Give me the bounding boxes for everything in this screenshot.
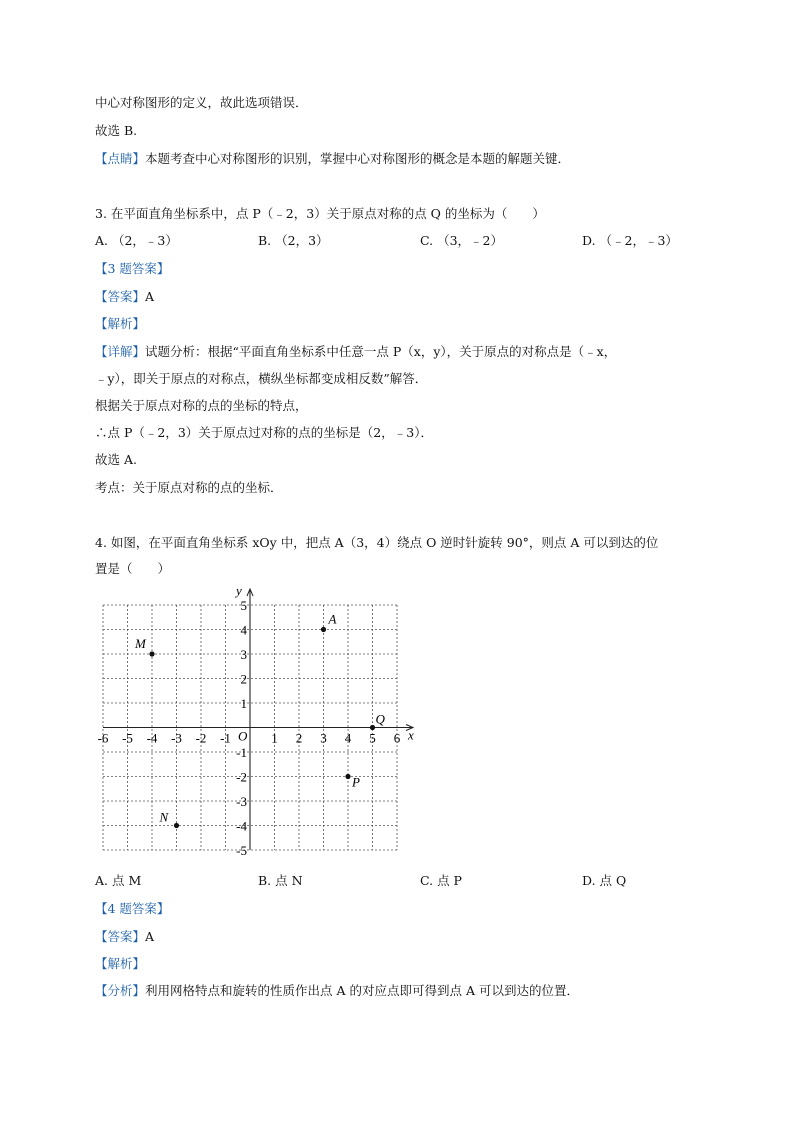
point-A [321, 627, 326, 632]
x-tick-label: -5 [122, 730, 133, 746]
x-tick-label: 5 [369, 730, 376, 746]
x-tick-label: 4 [344, 730, 352, 746]
q3-option-c: C. （3，﹣2） [420, 233, 503, 248]
x-tick-label: -3 [171, 730, 182, 746]
analysis-text: 利用网格特点和旋转的性质作出点 A 的对应点即可得到点 A 可以到达的位置． [145, 983, 579, 998]
point-M [149, 651, 154, 656]
q4-option-c: C. 点 P [420, 873, 462, 888]
q4-stem: 4. 如图，在平面直角坐标系 xOy 中，把点 A（3，4）绕点 O 逆时针旋转 90°，则点 A 可以到达的位 [95, 535, 659, 550]
q3-detail-line [95, 344, 616, 360]
q4-option-a: A. 点 M [95, 873, 142, 888]
q4-analysis-header: 【解析】 [95, 956, 146, 971]
x-tick-label: -2 [195, 730, 207, 746]
y-tick-label: -1 [236, 745, 247, 760]
q3-detail-line: ﹣y），即关于原点的对称点，横纵坐标都变成相反数”解答． [95, 371, 428, 386]
answer-tag: 【答案】 [95, 929, 146, 944]
answer-value: A [145, 929, 155, 944]
q3-detail-line: ∴点 P（﹣2，3）关于原点过对称的点的坐标是（2，﹣3）． [95, 425, 433, 440]
q3-answer [95, 289, 154, 305]
y-tick-label: 4 [240, 622, 247, 638]
x-axis-label: x [408, 727, 414, 743]
x-tick-label: 6 [393, 730, 401, 746]
point-Q [370, 725, 375, 730]
q3-option-d: D. （﹣2，﹣3） [582, 233, 678, 248]
y-tick-label: -2 [236, 769, 247, 785]
x-tick-label: 3 [320, 730, 327, 746]
text-line [95, 151, 570, 167]
q4-answer [95, 929, 154, 945]
point-N [174, 823, 179, 828]
text-line: 中心对称图形的定义，故此选项错误． [95, 95, 308, 110]
point-label-A: A [328, 611, 337, 627]
y-tick-label: -4 [236, 818, 247, 834]
x-tick-label: -4 [146, 730, 158, 746]
point-label-N: N [159, 809, 169, 825]
q3-stem: 3. 在平面直角坐标系中，点 P（﹣2，3）关于原点对称的点 Q 的坐标为（ ） [95, 206, 545, 221]
y-tick-label: 1 [240, 696, 247, 711]
point-label-P: P [352, 774, 360, 790]
y-tick-label: -5 [236, 843, 247, 858]
note-text: 本题考查中心对称图形的识别，掌握中心对称图形的概念是本题的解题关键． [145, 151, 571, 166]
q3-option-b: B. （2，3） [258, 233, 329, 248]
q3-detail-line: 故选 A. [95, 452, 137, 467]
point-label-Q: Q [375, 711, 385, 727]
y-axis-label: y [236, 583, 242, 598]
origin-label: O [238, 728, 248, 744]
q3-option-a: A. （2，﹣3） [95, 233, 178, 248]
y-tick-label: 5 [240, 598, 247, 613]
text-line: 故选 B. [95, 123, 138, 138]
x-tick-label: 1 [271, 730, 278, 746]
y-tick-label: 3 [240, 647, 247, 662]
points [134, 612, 386, 829]
axes [103, 583, 414, 850]
answer-tag: 【答案】 [95, 289, 146, 304]
q3-answer-header: 【3 题答案】 [95, 261, 170, 276]
q3-detail-line: 根据关于原点对称的点的坐标的特点， [95, 398, 308, 413]
q4-analysis-line [95, 983, 579, 999]
q4-stem: 置是（ ） [95, 561, 171, 576]
note-tag: 【点睛】 [95, 151, 146, 166]
y-tick-label: 2 [240, 671, 247, 687]
q4-option-b: B. 点 N [258, 873, 303, 888]
q4-option-d: D. 点 Q [582, 873, 627, 888]
x-tick-label: -1 [220, 730, 231, 746]
x-tick-label: -6 [97, 730, 109, 746]
point-label-M: M [135, 636, 146, 651]
x-tick-label: 2 [295, 730, 303, 746]
coordinate-grid-chart [96, 580, 416, 865]
q4-answer-header: 【4 题答案】 [95, 901, 170, 916]
y-tick-label: -3 [236, 794, 247, 809]
detail-tag: 【详解】 [95, 344, 146, 359]
point-P [345, 774, 350, 779]
q3-detail-line: 考点：关于原点对称的点的坐标． [95, 480, 283, 495]
answer-value: A [145, 289, 155, 304]
detail-text: 试题分析：根据“平面直角坐标系中任意一点 P（x，y），关于原点的对称点是（﹣x， [145, 344, 617, 359]
q3-analysis-header: 【解析】 [95, 316, 146, 331]
analysis-tag: 【分析】 [95, 983, 146, 998]
